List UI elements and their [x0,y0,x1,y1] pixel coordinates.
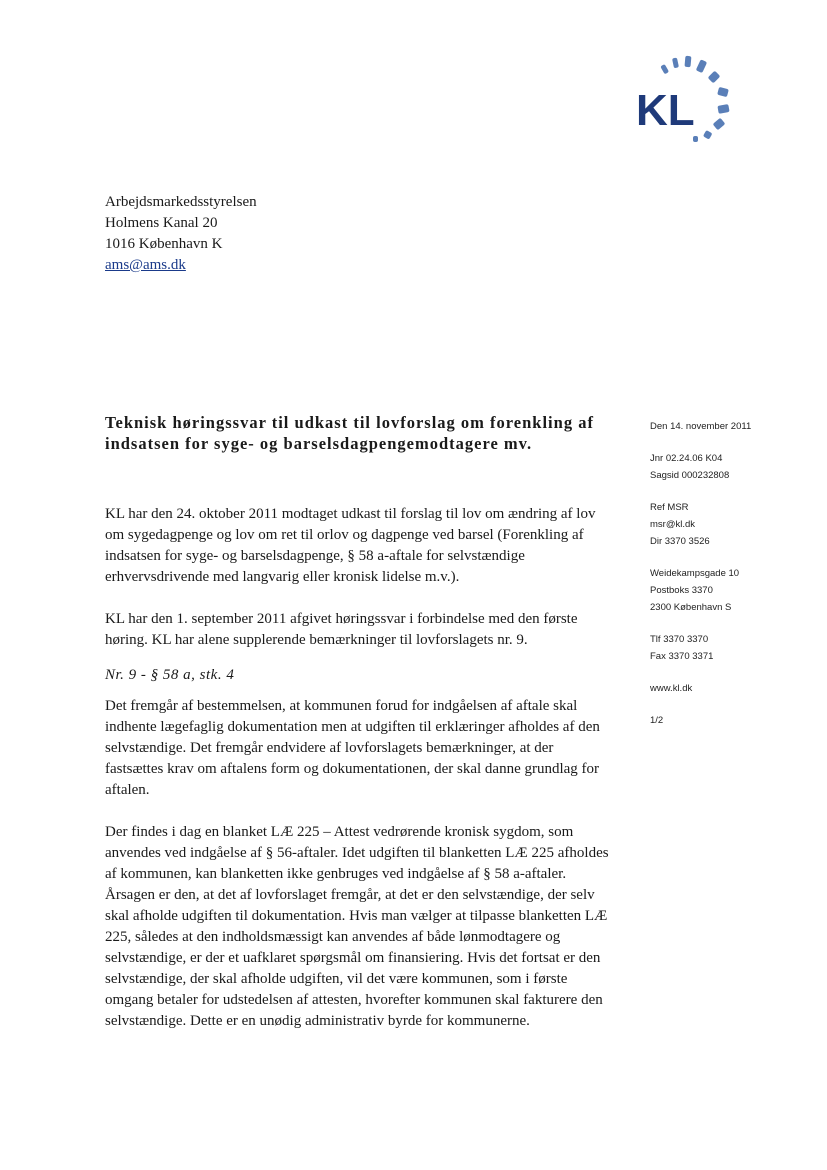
case-id: Sagsid 000232808 [650,470,730,481]
sender-postbox: Postboks 3370 [650,585,713,596]
recipient-email-link[interactable]: ams@ams.dk [105,257,186,273]
fax: Fax 3370 3371 [650,651,714,662]
logo-text: KL [636,86,695,135]
paragraph-provision: Det fremgår af bestemmelsen, at kommunen forud for indgåelsen af aftale skal indhente lægefaglig dokumentation men at udgiften til erklæringer afholdes af den selvstændige. Det fremgår endvidere af lovforslagets bemærkninger, at der fastsættes krav om aftalens form og dokumentationen, der skal danne grundlag for aftalen. [105,698,600,798]
direct-phone: Dir 3370 3526 [650,536,710,547]
website: www.kl.dk [650,683,693,694]
journal-number: Jnr 02.24.06 K04 [650,453,723,464]
sender-street: Weidekampsgade 10 [650,568,740,579]
section-heading: Nr. 9 - § 58 a, stk. 4 [105,667,235,683]
recipient-name: Arbejdsmarkedsstyrelsen [105,194,257,210]
letter-body [105,504,615,1032]
letter-date: Den 14. november 2011 [650,421,752,432]
page-number: 1/2 [650,715,664,726]
sidebar-meta [650,418,810,729]
paragraph-intro: KL har den 24. oktober 2011 modtaget udkast til forslag til lov om ændring af lov om sygedagpenge og lov om ret til orlov og dagpenge ved barsel (Forenkling af indsatsen for syge- og barselsdagpenge, § 58 a-aftale for selvstændige erhvervsdrivende med langvarig eller kronisk lidelse m.v.). [105,506,596,585]
recipient-address [105,192,257,276]
recipient-street: Holmens Kanal 20 [105,215,218,231]
kl-logo [630,50,740,150]
paragraph-form: Der findes i dag en blanket LÆ 225 – Attest vedrørende kronisk sygdom, som anvendes ved indgåelse af § 56-aftaler. Idet udgiften til blanketten LÆ 225 afholdes af kommunen, kan blanketten ikke genbruges ved indgåelse af § 58 a-aftaler. Årsagen er den, at det af lovforslaget fremgår, at det er den selvstændige, der selv skal afholde udgiften til dokumentation. Hvis man vælger at tilpasse blanketten LÆ 225, således at den indholdsmæssigt kan anvendes af både lønmodtagere og selvstændige, er der et uafklaret spørgsmål om finansiering. Hvis det fortsat er den selvstændige, der skal afholde udgiften, vil det være kommunen, som i første omgang betaler for udstedelsen af attesten, hvorefter kommunen skal fakturere den selvstændige. Dette er en unødig administrativ byrde for kommunerne. [105,824,609,1029]
contact-email: msr@kl.dk [650,519,696,530]
reference: Ref MSR [650,502,689,513]
recipient-city: 1016 København K [105,236,223,252]
sender-city: 2300 København S [650,602,732,613]
paragraph-previous-hearing: KL har den 1. september 2011 afgivet høringssvar i forbindelse med den første høring. KL har alene supplerende bemærkninger til lovforslagets nr. 9. [105,611,578,648]
document-title: Teknisk høringssvar til udkast til lovforslag om forenkling af indsatsen for syge- og barselsdagpengemodtagere mv. [105,413,594,453]
phone: Tlf 3370 3370 [650,634,709,645]
